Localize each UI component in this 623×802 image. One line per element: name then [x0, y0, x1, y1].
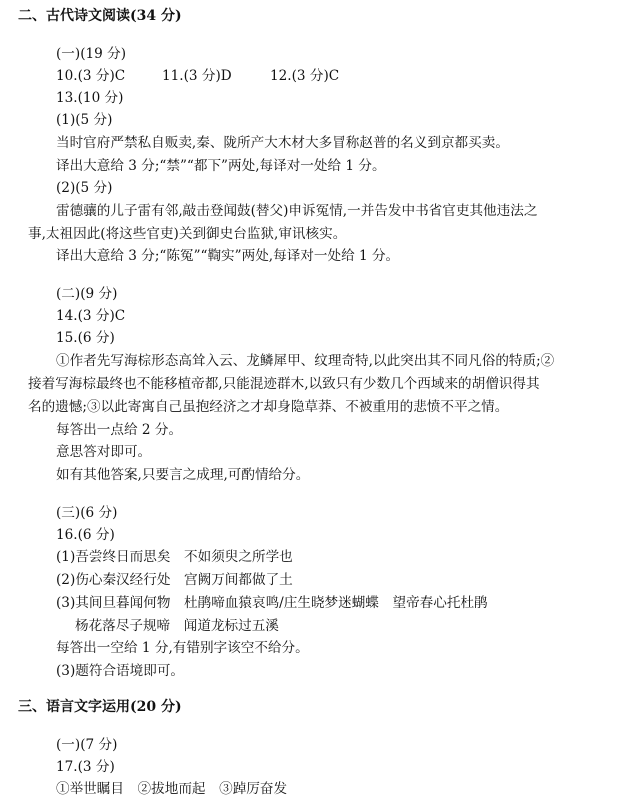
section-3-title: 三、语言文字运用(20 分)	[18, 699, 182, 715]
q15-header: 15.(6 分)	[56, 330, 115, 346]
q13-sub1-rubric: 译出大意给 3 分;“禁”“都下”两处,每译对一处给 1 分。	[56, 158, 386, 174]
q13-sub2-rubric: 译出大意给 3 分;“陈冤”“鞫实”两处,每译对一处给 1 分。	[56, 248, 400, 264]
q16-rubric-2: (3)题符合语境即可。	[56, 663, 185, 679]
q16-answer-1: (1)吾尝终日而思矣 不如须臾之所学也	[56, 549, 293, 565]
section-3-part-1-header: (一)(7 分)	[56, 737, 118, 753]
q17-answer: ①举世瞩目 ②拔地而起 ③踔厉奋发	[56, 781, 288, 797]
q13-sub2-answer-line-1: 雷德骧的儿子雷有邻,敲击登闻鼓(替父)申诉冤情,一并告发中书省官吏其他违法之	[56, 203, 538, 219]
q13-sub2-header: (2)(5 分)	[56, 180, 113, 196]
q16-answer-3-continued: 杨花落尽子规啼 闻道龙标过五溪	[75, 618, 279, 634]
q16-answer-2: (2)伤心秦汉经行处 宫阙万间都做了土	[56, 572, 293, 588]
part-3-header: (三)(6 分)	[56, 505, 118, 521]
q15-answer-line-3: 名的遗憾;③以此寄寓自己虽抱经济之才却身隐草莽、不被重用的悲愤不平之情。	[28, 399, 509, 415]
section-2-title: 二、古代诗文阅读(34 分)	[18, 8, 182, 24]
q13-sub1-answer: 当时官府严禁私自贩卖,秦、陇所产大木材大多冒称赵普的名义到京都买卖。	[56, 135, 509, 151]
q14-answer: 14.(3 分)C	[56, 308, 126, 324]
q15-rubric-1: 每答出一点给 2 分。	[56, 422, 183, 438]
q13-sub2-answer-line-2: 事,太祖因此(将这些官吏)关到御史台监狱,审讯核实。	[28, 226, 347, 242]
part-1-header: (一)(19 分)	[56, 46, 127, 62]
q15-answer-line-1: ①作者先写海棕形态高耸入云、龙鳞犀甲、纹理奇特,以此突出其不同凡俗的特质;②	[56, 353, 555, 369]
q12-answer: 12.(3 分)C	[270, 68, 340, 84]
q17-header: 17.(3 分)	[56, 759, 115, 775]
q15-answer-line-2: 接着写海棕最终也不能移植帝都,只能混迹群木,以致只有少数几个西域来的胡僧识得其	[28, 376, 540, 392]
q15-rubric-3: 如有其他答案,只要言之成理,可酌情给分。	[56, 467, 310, 483]
q16-rubric-1: 每答出一空给 1 分,有错别字该空不给分。	[56, 640, 309, 656]
q13-sub1-header: (1)(5 分)	[56, 112, 113, 128]
q11-answer: 11.(3 分)D	[162, 68, 232, 84]
q15-rubric-2: 意思答对即可。	[56, 444, 152, 460]
q16-header: 16.(6 分)	[56, 527, 115, 543]
q10-answer: 10.(3 分)C	[56, 68, 126, 84]
part-2-header: (二)(9 分)	[56, 286, 118, 302]
q16-answer-3: (3)其间旦暮闻何物 杜鹃啼血猿哀鸣/庄生晓梦迷蝴蝶 望帝春心托杜鹃	[56, 595, 488, 611]
mcq-answers-row	[56, 66, 340, 86]
q13-header: 13.(10 分)	[56, 90, 124, 106]
